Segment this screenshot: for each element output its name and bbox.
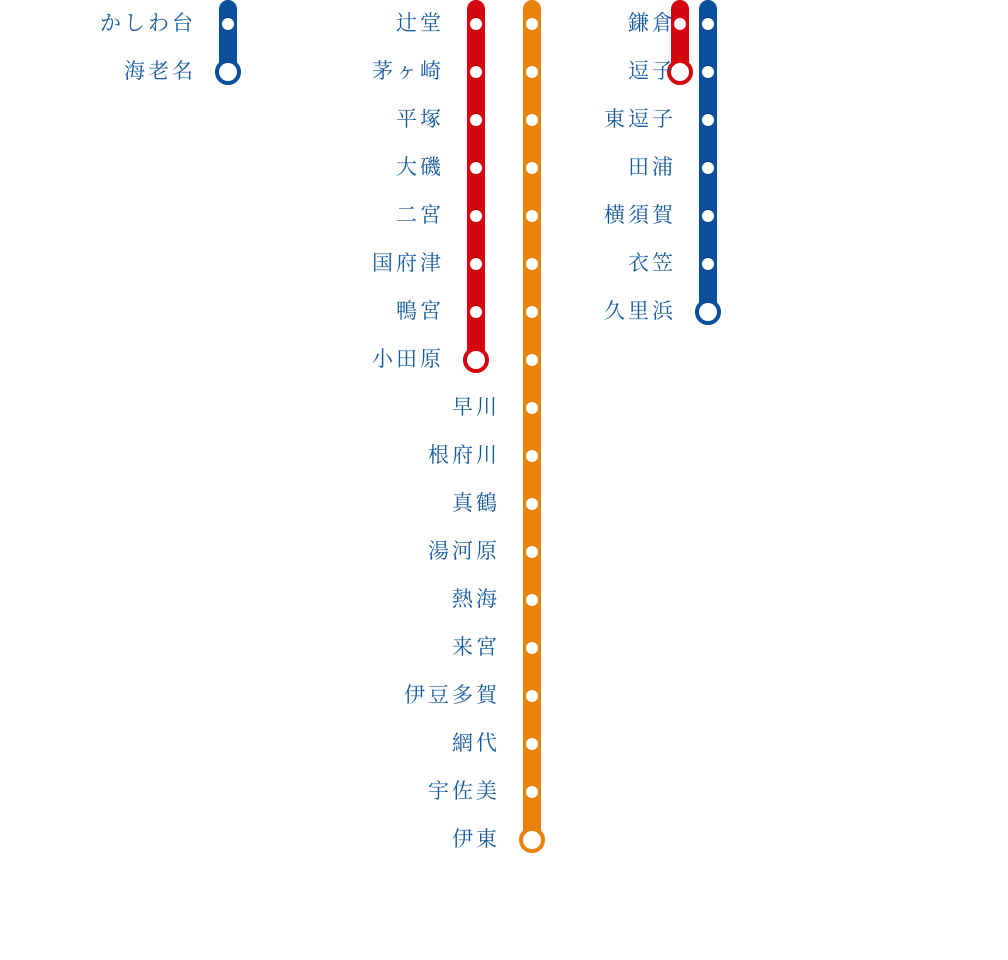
station-dot	[526, 66, 538, 78]
station-dot	[526, 546, 538, 558]
station-dot	[526, 114, 538, 126]
station-dot	[526, 786, 538, 798]
station-label: 海老名	[124, 60, 196, 83]
station-label: 久里浜	[604, 300, 676, 323]
station-dot	[526, 258, 538, 270]
station-label: 網代	[452, 732, 500, 755]
station-dot	[526, 498, 538, 510]
station-dot	[470, 162, 482, 174]
station-dot	[470, 114, 482, 126]
station-dot	[222, 18, 234, 30]
station-dot	[702, 210, 714, 222]
line-yokosuka-blue	[699, 0, 717, 321]
station-label: 根府川	[428, 444, 500, 467]
station-dot	[526, 594, 538, 606]
station-dot	[702, 18, 714, 30]
station-label: 衣笠	[628, 252, 676, 275]
station-label: 辻堂	[396, 12, 444, 35]
station-label: 小田原	[372, 348, 444, 371]
station-dot	[702, 162, 714, 174]
station-label: 早川	[452, 396, 500, 419]
station-label: 東逗子	[604, 108, 676, 131]
station-label: 伊東	[452, 828, 500, 851]
station-label: 真鶴	[452, 492, 500, 515]
station-dot	[526, 690, 538, 702]
station-label: 湯河原	[428, 540, 500, 563]
station-label: かしわ台	[100, 12, 196, 35]
station-label: 二宮	[396, 204, 444, 227]
station-dot	[526, 306, 538, 318]
station-label: 大磯	[396, 156, 444, 179]
station-dot	[526, 450, 538, 462]
station-label: 横須賀	[604, 204, 676, 227]
station-label: 田浦	[628, 156, 676, 179]
station-dot-terminus	[519, 827, 545, 853]
station-dot	[702, 258, 714, 270]
station-label: 鎌倉	[628, 12, 676, 35]
station-label: 伊豆多賀	[404, 684, 500, 707]
station-dot	[526, 642, 538, 654]
station-dot	[526, 162, 538, 174]
station-dot	[470, 258, 482, 270]
station-dot-terminus	[215, 59, 241, 85]
station-label: 鴨宮	[396, 300, 444, 323]
station-dot	[470, 306, 482, 318]
station-dot	[702, 114, 714, 126]
station-dot	[526, 402, 538, 414]
station-dot	[526, 210, 538, 222]
station-label: 国府津	[372, 252, 444, 275]
station-dot	[470, 18, 482, 30]
station-dot	[470, 210, 482, 222]
station-dot	[470, 66, 482, 78]
station-label: 熱海	[452, 588, 500, 611]
station-dot	[526, 18, 538, 30]
station-label: 平塚	[396, 108, 444, 131]
station-dot	[702, 66, 714, 78]
station-label: 宇佐美	[428, 780, 500, 803]
station-dot-terminus	[695, 299, 721, 325]
station-label: 来宮	[452, 636, 500, 659]
station-dot	[526, 738, 538, 750]
station-label: 茅ヶ崎	[372, 60, 444, 83]
line-ito-orange	[523, 0, 541, 849]
station-dot	[526, 354, 538, 366]
station-label: 逗子	[628, 60, 676, 83]
station-dot-terminus	[463, 347, 489, 373]
